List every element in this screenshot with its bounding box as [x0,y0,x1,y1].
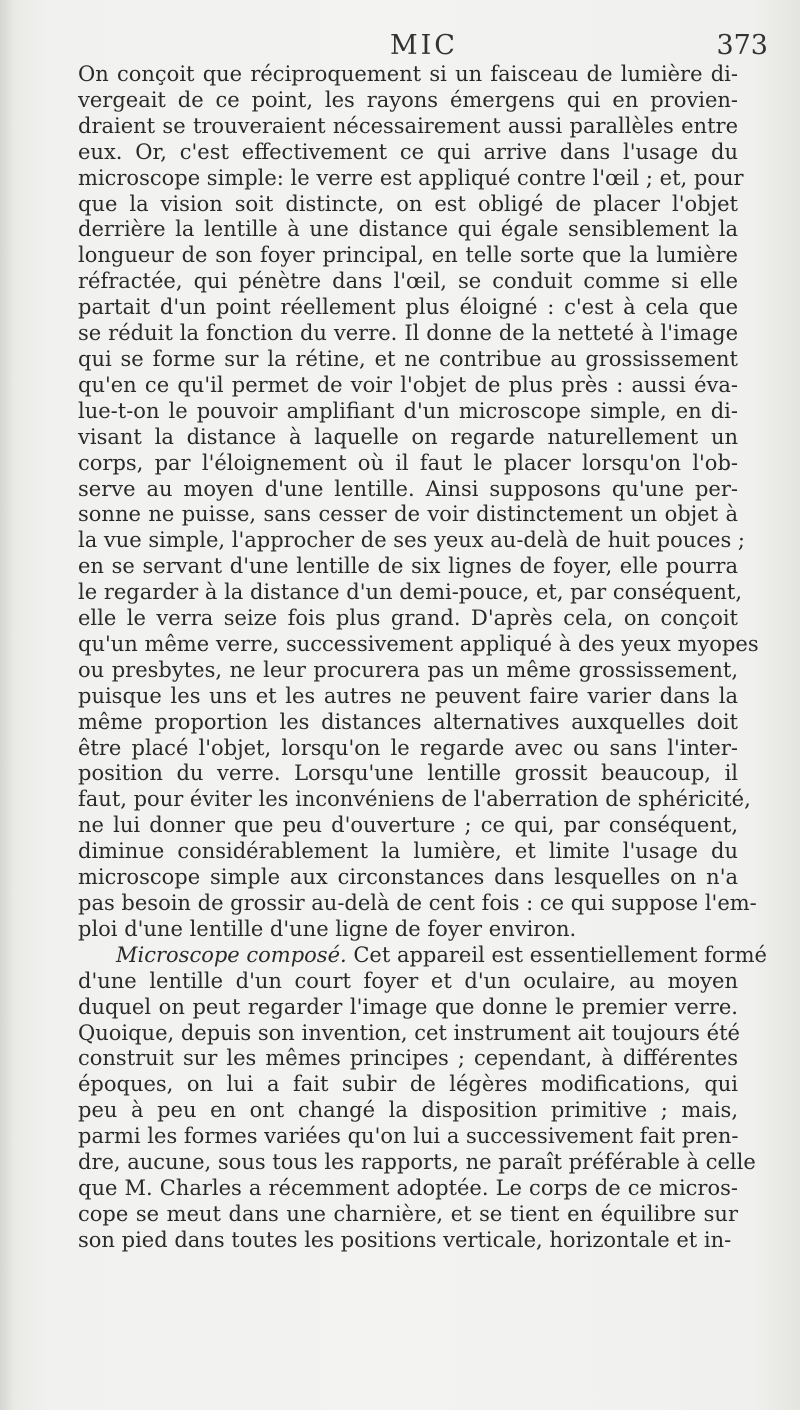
text-line: elle le verra seize fois plus grand. D'après cela, on conçoit [78,606,738,631]
text-line: que la vision soit distincte, on est obligé de placer l'objet [78,191,738,216]
text-line: ne lui donner que peu d'ouverture ; ce qui, par conséquent, [78,813,738,838]
text-line: derrière la lentille à une distance qui égale sensiblement la [78,217,738,242]
text-line: Quoique, depuis son invention, cet instrument ait toujours été [78,1020,740,1045]
text-line: position du verre. Lorsqu'une lentille grossit beaucoup, il [78,761,738,786]
text-line: longueur de son foyer principal, en telle sorte que la lumière [78,243,738,268]
text-line: serve au moyen d'une lentille. Ainsi supposons qu'une per- [78,476,738,501]
text-line: microscope simple aux circonstances dans lesquelles on n'a [78,865,738,890]
text-line: visant la distance à laquelle on regarde naturellement un [78,424,738,449]
text-line: même proportion les distances alternatives auxquelles doit [78,709,738,734]
text-line: que M. Charles a récemment adoptée. Le corps de ce micros- [78,1175,738,1200]
text-line: ou presbytes, ne leur procurera pas un même grossissement, [78,657,738,682]
text-line: en se servant d'une lentille de six lignes de foyer, elle pourra [78,554,738,579]
text-line: la vue simple, l'approcher de ses yeux au-delà de huit pouces ; [78,528,745,553]
text-line: pas besoin de grossir au-delà de cent fois : ce qui suppose l'em- [78,891,757,915]
text-line: sonne ne puisse, sans cesser de voir distinctement un objet à [78,502,738,527]
text-line: microscope simple: le verre est appliqué contre l'œil ; et, pour [78,165,744,190]
text-line: construit sur les mêmes principes ; cependant, à différentes [78,1046,738,1071]
text-line: le regarder à la distance d'un demi-pouce, et, par conséquent, [78,580,743,605]
section-term: Microscope composé. [116,942,347,967]
text-line: draient se trouveraient nécessairement aussi parallèles entre [78,113,738,138]
text-line: partait d'un point réellement plus éloigné : c'est à cela que [78,295,738,320]
text-line: se réduit la fonction du verre. Il donne de la netteté à l'image [78,321,738,346]
section-term-continuation: Cet appareil est essentiellement formé [346,942,767,967]
running-title: MIC [390,30,458,61]
body-text [78,62,767,1254]
text-line: On conçoit que réciproquement si un faisceau de lumière di- [78,62,738,86]
text-line: puisque les uns et les autres ne peuvent faire varier dans la [78,683,738,708]
text-line: parmi les formes variées qu'on lui a successivement fait pren- [78,1124,739,1149]
text-line: vergeait de ce point, les rayons émergens qui en provien- [78,87,738,112]
text-line: diminue considérablement la lumière, et limite l'usage du [78,839,738,864]
text-line [78,942,767,969]
text-line: être placé l'objet, lorsqu'on le regarde avec ou sans l'inter- [78,735,738,760]
text-line: peu à peu en ont changé la disposition primitive ; mais, [78,1098,738,1123]
text-line: réfractée, qui pénètre dans l'œil, se conduit comme si elle [78,269,738,294]
text-line: lue-t-on le pouvoir amplifiant d'un microscope simple, en di- [78,398,738,423]
text-line: qu'un même verre, successivement appliqué à des yeux myopes [78,631,759,656]
text-line: époques, on lui a fait subir de légères modifications, qui [78,1072,738,1097]
text-line: duquel on peut regarder l'image que donne le premier verre. [78,994,738,1019]
text-line: son pied dans toutes les positions verticale, horizontale et in- [78,1227,732,1252]
text-line: cope se meut dans une charnière, et se tient en équilibre sur [78,1201,738,1226]
text-line: eux. Or, c'est effectivement ce qui arrive dans l'usage du [78,139,738,164]
text-line: dre, aucune, sous tous les rapports, ne paraît préférable à celle [78,1150,756,1175]
paragraph-1 [78,62,759,943]
text-line: qui se forme sur la rétine, et ne contribue au grossissement [78,346,738,371]
page-number: 373 [716,30,768,61]
text-line: faut, pour éviter les inconvéniens de l'aberration de sphéricité, [78,787,751,812]
paragraph-2 [78,942,767,1254]
text-line: ploi d'une lentille d'une ligne de foyer environ. [78,916,577,941]
text-line: corps, par l'éloignement où il faut le placer lorsqu'on l'ob- [78,450,738,475]
text-line: d'une lentille d'un court foyer et d'un oculaire, au moyen [78,968,738,993]
text-line: qu'en ce qu'il permet de voir l'objet de plus près : aussi éva- [78,372,738,397]
